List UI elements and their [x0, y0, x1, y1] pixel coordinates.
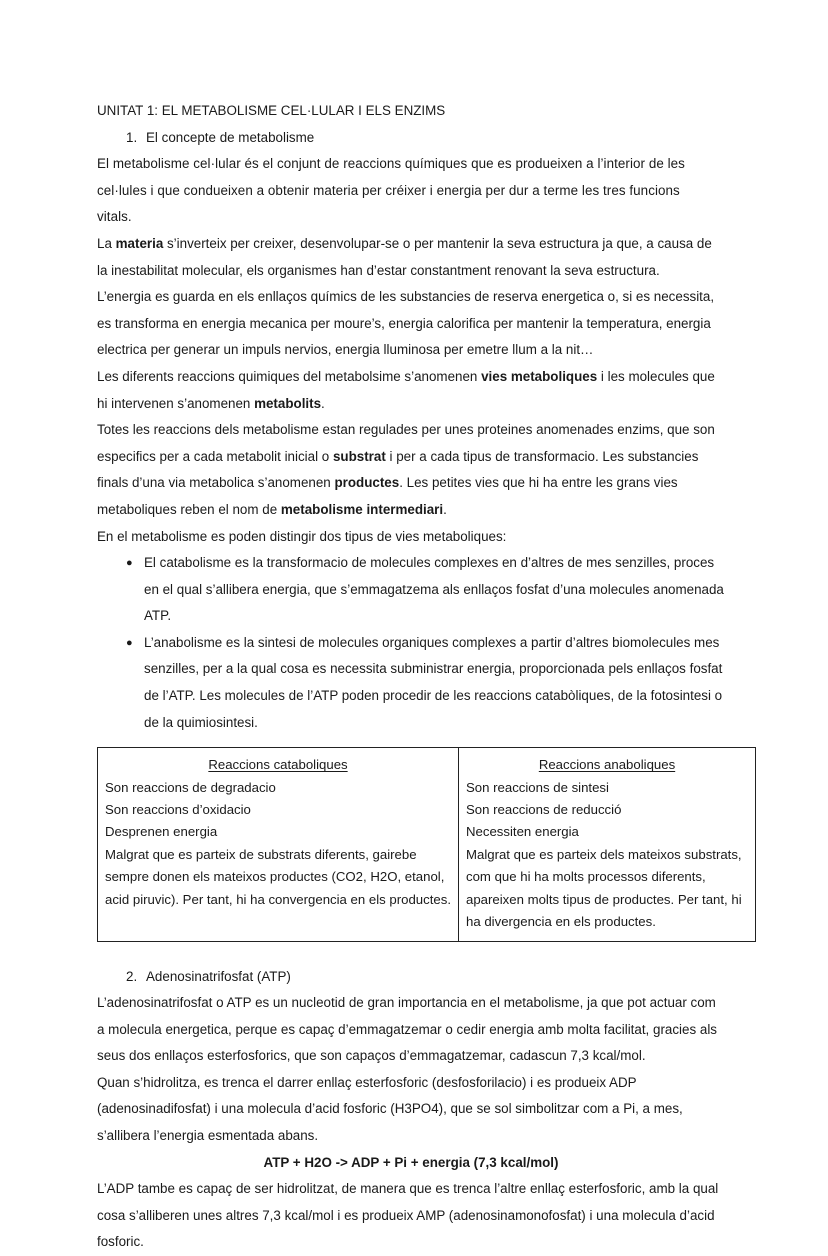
column-header-catabolic: Reaccions cataboliques	[208, 757, 348, 773]
table-cell-line: Necessiten energia	[466, 824, 579, 840]
paragraph-2	[97, 231, 725, 284]
table-row	[98, 748, 756, 941]
list-item	[97, 630, 725, 736]
paragraph-4-part-a: Les diferents reaccions quimiques del metabolsime s’anomenen	[97, 368, 482, 384]
paragraph-2-part-a: La	[97, 235, 116, 251]
paragraph-1-line-2: cel·lules i que condueixen a obtenir materia per créixer i energia per dur a terme les tres funcions	[97, 182, 680, 198]
paragraph-3: L’energia es guarda en els enllaços químics de les substancies de reserva energetica o, si es necessita, es transforma en energia mecanica per moure’s, energia calorifica per mantenir la temperatura, energia electrica per generar un impuls nervios, energia lluminosa per emetre llum a la nit…	[97, 289, 715, 358]
section-2-heading	[97, 964, 725, 991]
document-body	[97, 98, 742, 1256]
paragraph-2-part-b: s’inverteix per creixer, desenvolupar-se o per mantenir la seva estructura ja que, a causa de la inestabilitat molecular, els organismes han d’estar constantment renovant la seva estructura.	[97, 235, 712, 278]
paragraph-4-part-c: .	[321, 395, 325, 411]
table-cell-line: Desprenen energia	[105, 824, 218, 840]
table-spacer	[97, 942, 725, 964]
bullet-icon: ●	[126, 557, 133, 570]
table-cell-line: Son reaccions de reducció	[466, 802, 622, 818]
section-2-paragraph-2: Quan s’hidrolitza, es trenca el darrer enllaç esterfosforic (desfosforilacio) i es produeix ADP (adenosinadifosfat) i una molecula d’acid fosforic (H3PO4), que se sol simbolitzar com a Pi, a mes, s’allibera l’energia esmentada abans.	[97, 1074, 683, 1144]
paragraph-6: En el metabolisme es poden distingir dos tipus de vies metaboliques:	[97, 528, 507, 544]
paragraph-4-bold-metabolits: metabolits	[254, 395, 322, 411]
paragraph-5-bold-productes: productes	[334, 475, 400, 491]
section-1-number: 1.	[126, 129, 138, 145]
paragraph-1-line-1: El metabolisme cel·lular és el conjunt de reaccions químiques que es produeixen a l’interior de les	[97, 156, 685, 172]
table-cell-line: Son reaccions de sintesi	[466, 779, 609, 795]
paragraph-5-bold-metabolisme-intermediari: metabolisme intermediari	[280, 501, 444, 517]
paragraph-5-part-d: .	[443, 501, 447, 517]
section-2-number: 2.	[126, 968, 138, 984]
table-cell-catabolic	[98, 748, 459, 941]
document-title: UNITAT 1: EL METABOLISME CEL·LULAR I ELS ENZIMS	[97, 103, 446, 118]
section-2-heading-text: Adenosinatrifosfat (ATP)	[146, 968, 291, 984]
paragraph-5-bold-substrat: substrat	[332, 448, 386, 464]
section-1-heading	[97, 125, 725, 152]
list-item	[97, 550, 725, 630]
column-header-anabolic: Reaccions anaboliques	[538, 757, 676, 773]
atp-hydrolysis-formula: ATP + H2O -> ADP + Pi + energia (7,3 kcal/mol)	[263, 1154, 559, 1170]
section-1-heading-text: El concepte de metabolisme	[146, 129, 315, 145]
table-cell-line: Son reaccions d’oxidacio	[105, 802, 251, 818]
paragraph-5-part-a: Totes les reaccions dels metabolisme estan regulades per unes proteines anomenades enzims, que son especifics per a cada metabolit inicial o	[97, 422, 715, 464]
paragraph-4	[97, 364, 725, 417]
paragraph-4-part-b: i les molecules que hi intervenen s’anomenen	[97, 368, 715, 411]
table-cell-line: Malgrat que es parteix de substrats diferents, gairebe sempre donen els mateixos productes (CO2, H2O, etanol, acid piruvic). Per tant, hi ha convergencia en els productes.	[105, 846, 451, 907]
catabolism-anabolism-table	[97, 747, 756, 941]
table-cell-line: Son reaccions de degradacio	[105, 779, 276, 795]
section-2-paragraph-3: L’ADP tambe es capaç de ser hidrolitzat, de manera que es trenca l’altre enllaç esterfosforic, amb la qual cosa s’alliberen unes altres 7,3 kcal/mol i es produeix AMP (adenosinamonofosfat) i una molecula d’acid fosforic.	[97, 1181, 719, 1250]
bullet-icon: ●	[126, 636, 133, 649]
paragraph-5-part-c: . Les petites vies que hi ha entre les grans vies metaboliques reben el nom de	[97, 475, 678, 517]
paragraph-5	[97, 417, 725, 523]
table-cell-anabolic	[459, 748, 756, 941]
list-item-label: El catabolisme es la transformacio de molecules complexes en d’altres de mes senzilles, proces en el qual s’allibera energia, que s’emmagatzema als enllaços fosfat d’una molecules anomenada ATP.	[144, 555, 724, 624]
section-2-paragraph-1: L’adenosinatrifosfat o ATP es un nucleotid de gran importancia en el metabolisme, ja que pot actuar com a molecula energetica, perque es capaç d’emmagatzemar o cedir energia amb molta facilitat, gracies als seus dos enllaços esterfosforics, que son capaços d’emmagatzemar, cadascun 7,3 kcal/mol.	[97, 995, 718, 1064]
paragraph-2-bold-materia: materia	[115, 235, 164, 251]
paragraph-1-line-3: vitals.	[97, 209, 132, 225]
metabolism-types-list	[97, 550, 725, 736]
list-item-label: L’anabolisme es la sintesi de molecules organiques complexes a partir d’altres biomolecules mes senzilles, per a la qual cosa es necessita subministrar energia, proporcionada pels enllaços fosfat de l’ATP. Les molecules de l’ATP poden procedir de les reaccions catabòliques, de la fotosintesi o de la quimiosintesi.	[144, 634, 723, 730]
paragraph-4-bold-vies-metaboliques: vies metaboliques	[481, 368, 598, 384]
table-cell-line: Malgrat que es parteix dels mateixos substrats, com que hi ha molts processos diferents, apareixen molts tipus de productes. Per tant, hi ha divergencia en els productes.	[466, 846, 742, 930]
paragraph-5-part-b: i per a cada tipus de transformacio. Les substancies finals d’una via metabolica s’anomenen	[97, 448, 699, 491]
